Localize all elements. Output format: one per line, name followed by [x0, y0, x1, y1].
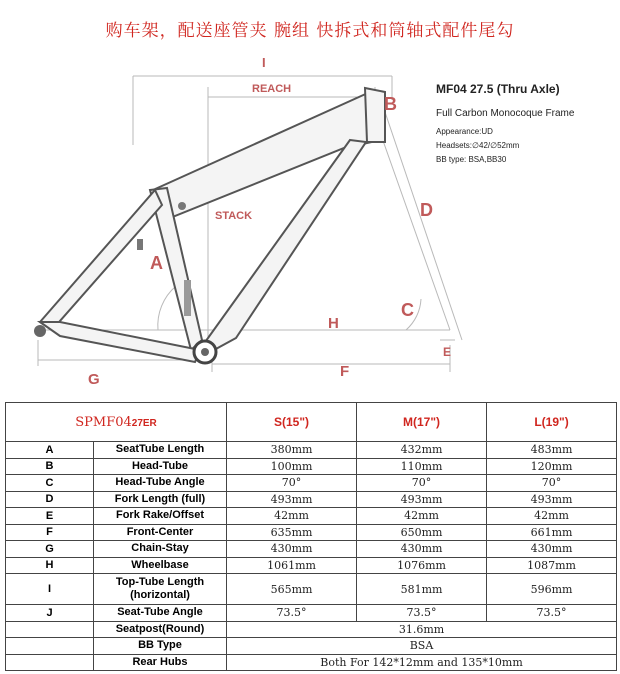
geometry-table	[5, 402, 617, 671]
table-row: E Fork Rake/Offset 42mm 42mm 42mm	[6, 508, 617, 525]
table-brand: SPMF0427ER	[6, 403, 227, 442]
table-row: F Front-Center 635mm 650mm 661mm	[6, 524, 617, 541]
table-row: H Wheelbase 1061mm 1076mm 1087mm	[6, 557, 617, 574]
size-small: S(15")	[227, 403, 357, 442]
bb-type: BB type: BSA,BB30	[436, 155, 507, 164]
headsets: Headsets:∅42/∅52mm	[436, 141, 520, 150]
label-D: D	[420, 200, 433, 220]
label-A: A	[150, 253, 163, 273]
table-row: C Head-Tube Angle 70° 70° 70°	[6, 475, 617, 492]
frame-geometry-diagram	[0, 48, 620, 398]
table-row-rear-hubs: Rear Hubs Both For 142*12mm and 135*10mm	[6, 654, 617, 671]
table-row-seatpost: Seatpost(Round) 31.6mm	[6, 621, 617, 638]
label-F: F	[340, 363, 350, 380]
table-row: D Fork Length (full) 493mm 493mm 493mm	[6, 491, 617, 508]
label-stack: STACK	[215, 210, 253, 222]
label-E: E	[443, 345, 452, 359]
table-row: B Head-Tube 100mm 110mm 120mm	[6, 458, 617, 475]
table-row: G Chain-Stay 430mm 430mm 430mm	[6, 541, 617, 558]
label-I: I	[262, 55, 266, 70]
table-row: A SeatTube Length 380mm 432mm 483mm	[6, 442, 617, 459]
page-headline: 购车架，配送座管夹 腕组 快拆式和筒轴式配件尾勾	[105, 21, 515, 41]
dimension-lines	[38, 76, 462, 372]
table-header-row	[6, 403, 617, 442]
frame-type: Full Carbon Monocoque Frame	[436, 108, 575, 119]
model-name: MF04 27.5 (Thru Axle)	[436, 82, 560, 96]
size-large: L(19")	[487, 403, 617, 442]
label-B: B	[384, 94, 397, 114]
table-row: I Top-Tube Length (horizontal) 565mm 581mm 596mm	[6, 574, 617, 605]
label-reach: REACH	[252, 83, 292, 95]
label-H: H	[328, 315, 339, 332]
table-row: J Seat-Tube Angle 73.5° 73.5° 73.5°	[6, 605, 617, 622]
table-row-bb-type: BB Type BSA	[6, 638, 617, 655]
label-G: G	[88, 371, 100, 388]
label-C: C	[401, 300, 414, 320]
appearance: Appearance:UD	[436, 127, 493, 136]
size-medium: M(17")	[357, 403, 487, 442]
